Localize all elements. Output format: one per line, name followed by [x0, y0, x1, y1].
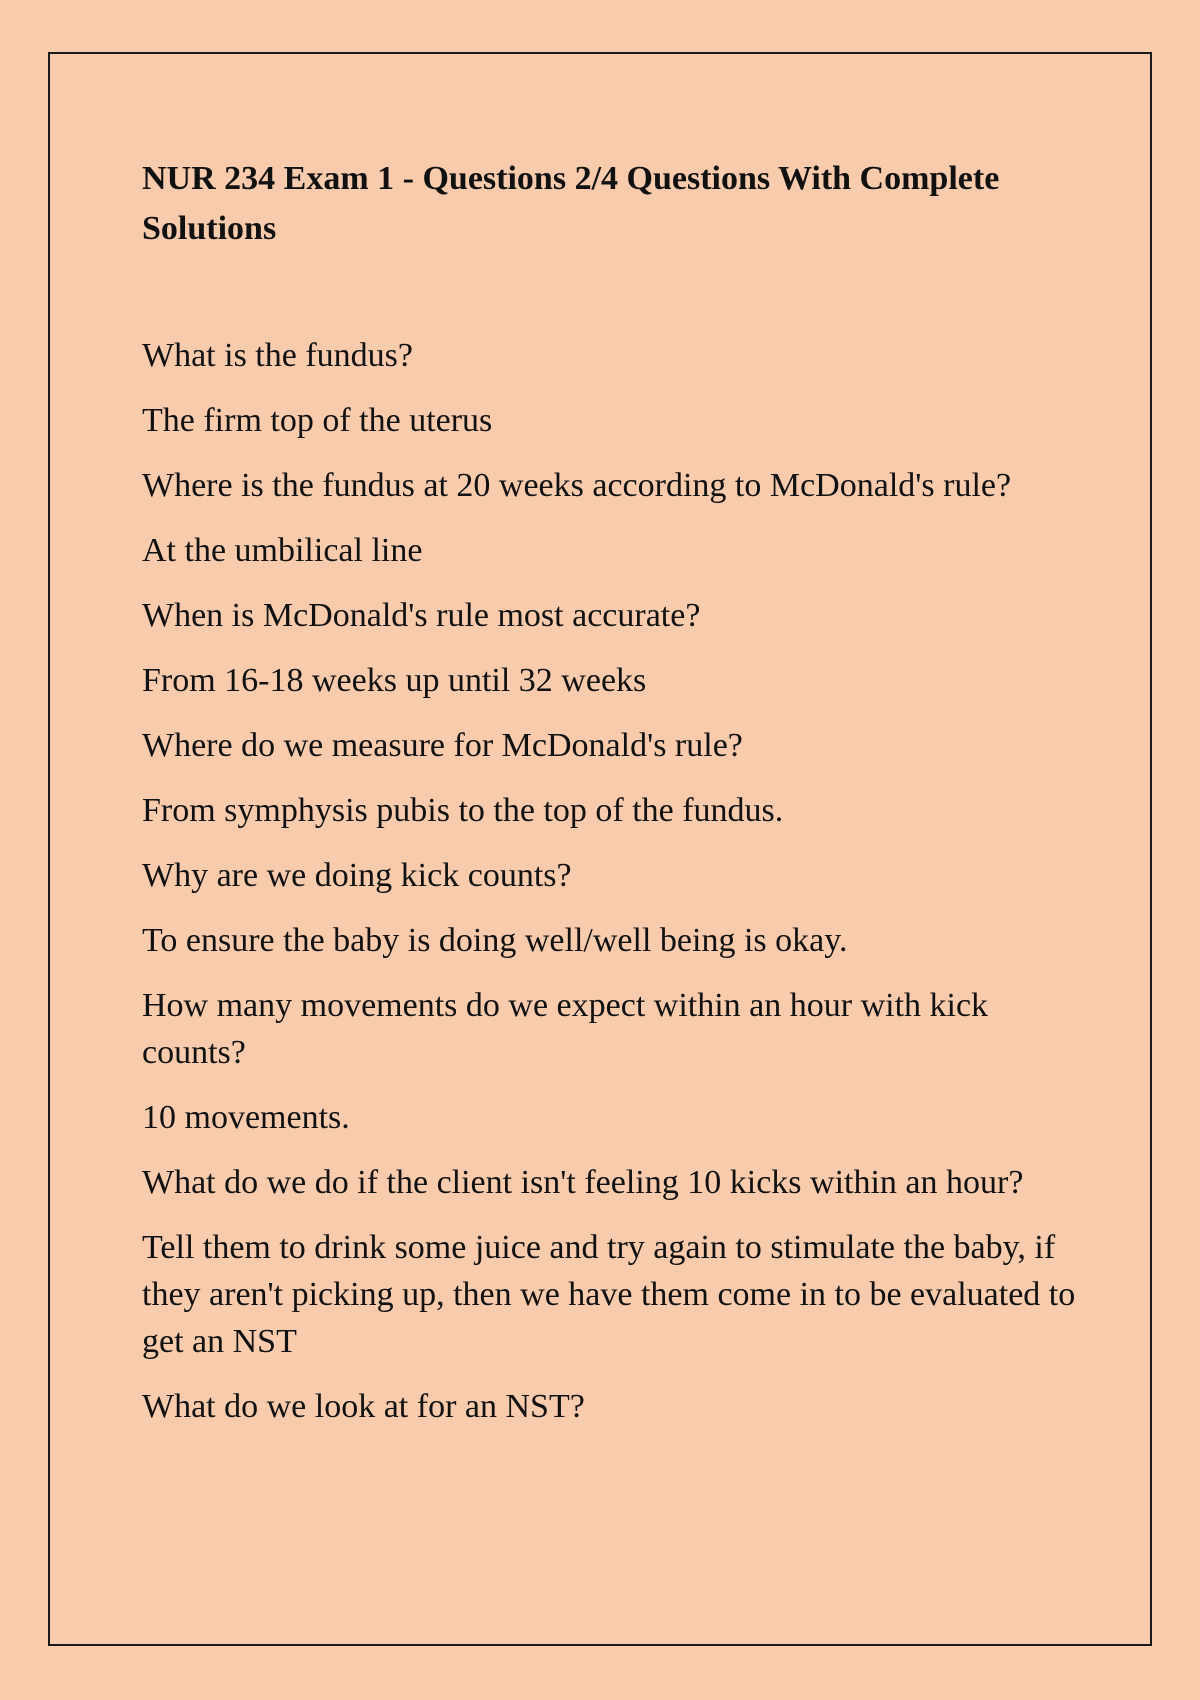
qa-list — [142, 332, 1082, 1430]
answer-line: Tell them to drink some juice and try again to stimulate the baby, if they aren't picking up, then we have them come in to be evaluated to get an NST — [142, 1229, 1076, 1360]
answer-line: From 16-18 weeks up until 32 weeks — [142, 662, 647, 699]
question-line: When is McDonald's rule most accurate? — [142, 597, 701, 634]
answer-line: To ensure the baby is doing well/well being is okay. — [142, 922, 848, 959]
question-line: Where do we measure for McDonald's rule? — [142, 727, 743, 764]
question-line: What do we look at for an NST? — [142, 1388, 585, 1425]
answer-line: 10 movements. — [142, 1099, 350, 1136]
question-line: Why are we doing kick counts? — [142, 857, 572, 894]
question-line: How many movements do we expect within an hour with kick counts? — [142, 987, 989, 1071]
document-title: NUR 234 Exam 1 - Questions 2/4 Questions With Complete Solutions — [142, 160, 1000, 247]
document-content — [142, 154, 1082, 1448]
answer-line: At the umbilical line — [142, 532, 423, 569]
question-line: Where is the fundus at 20 weeks according to McDonald's rule? — [142, 467, 1012, 504]
question-line: What do we do if the client isn't feeling 10 kicks within an hour? — [142, 1164, 1024, 1201]
answer-line: From symphysis pubis to the top of the fundus. — [142, 792, 784, 829]
question-line: What is the fundus? — [142, 337, 413, 374]
answer-line: The firm top of the uterus — [142, 402, 493, 439]
